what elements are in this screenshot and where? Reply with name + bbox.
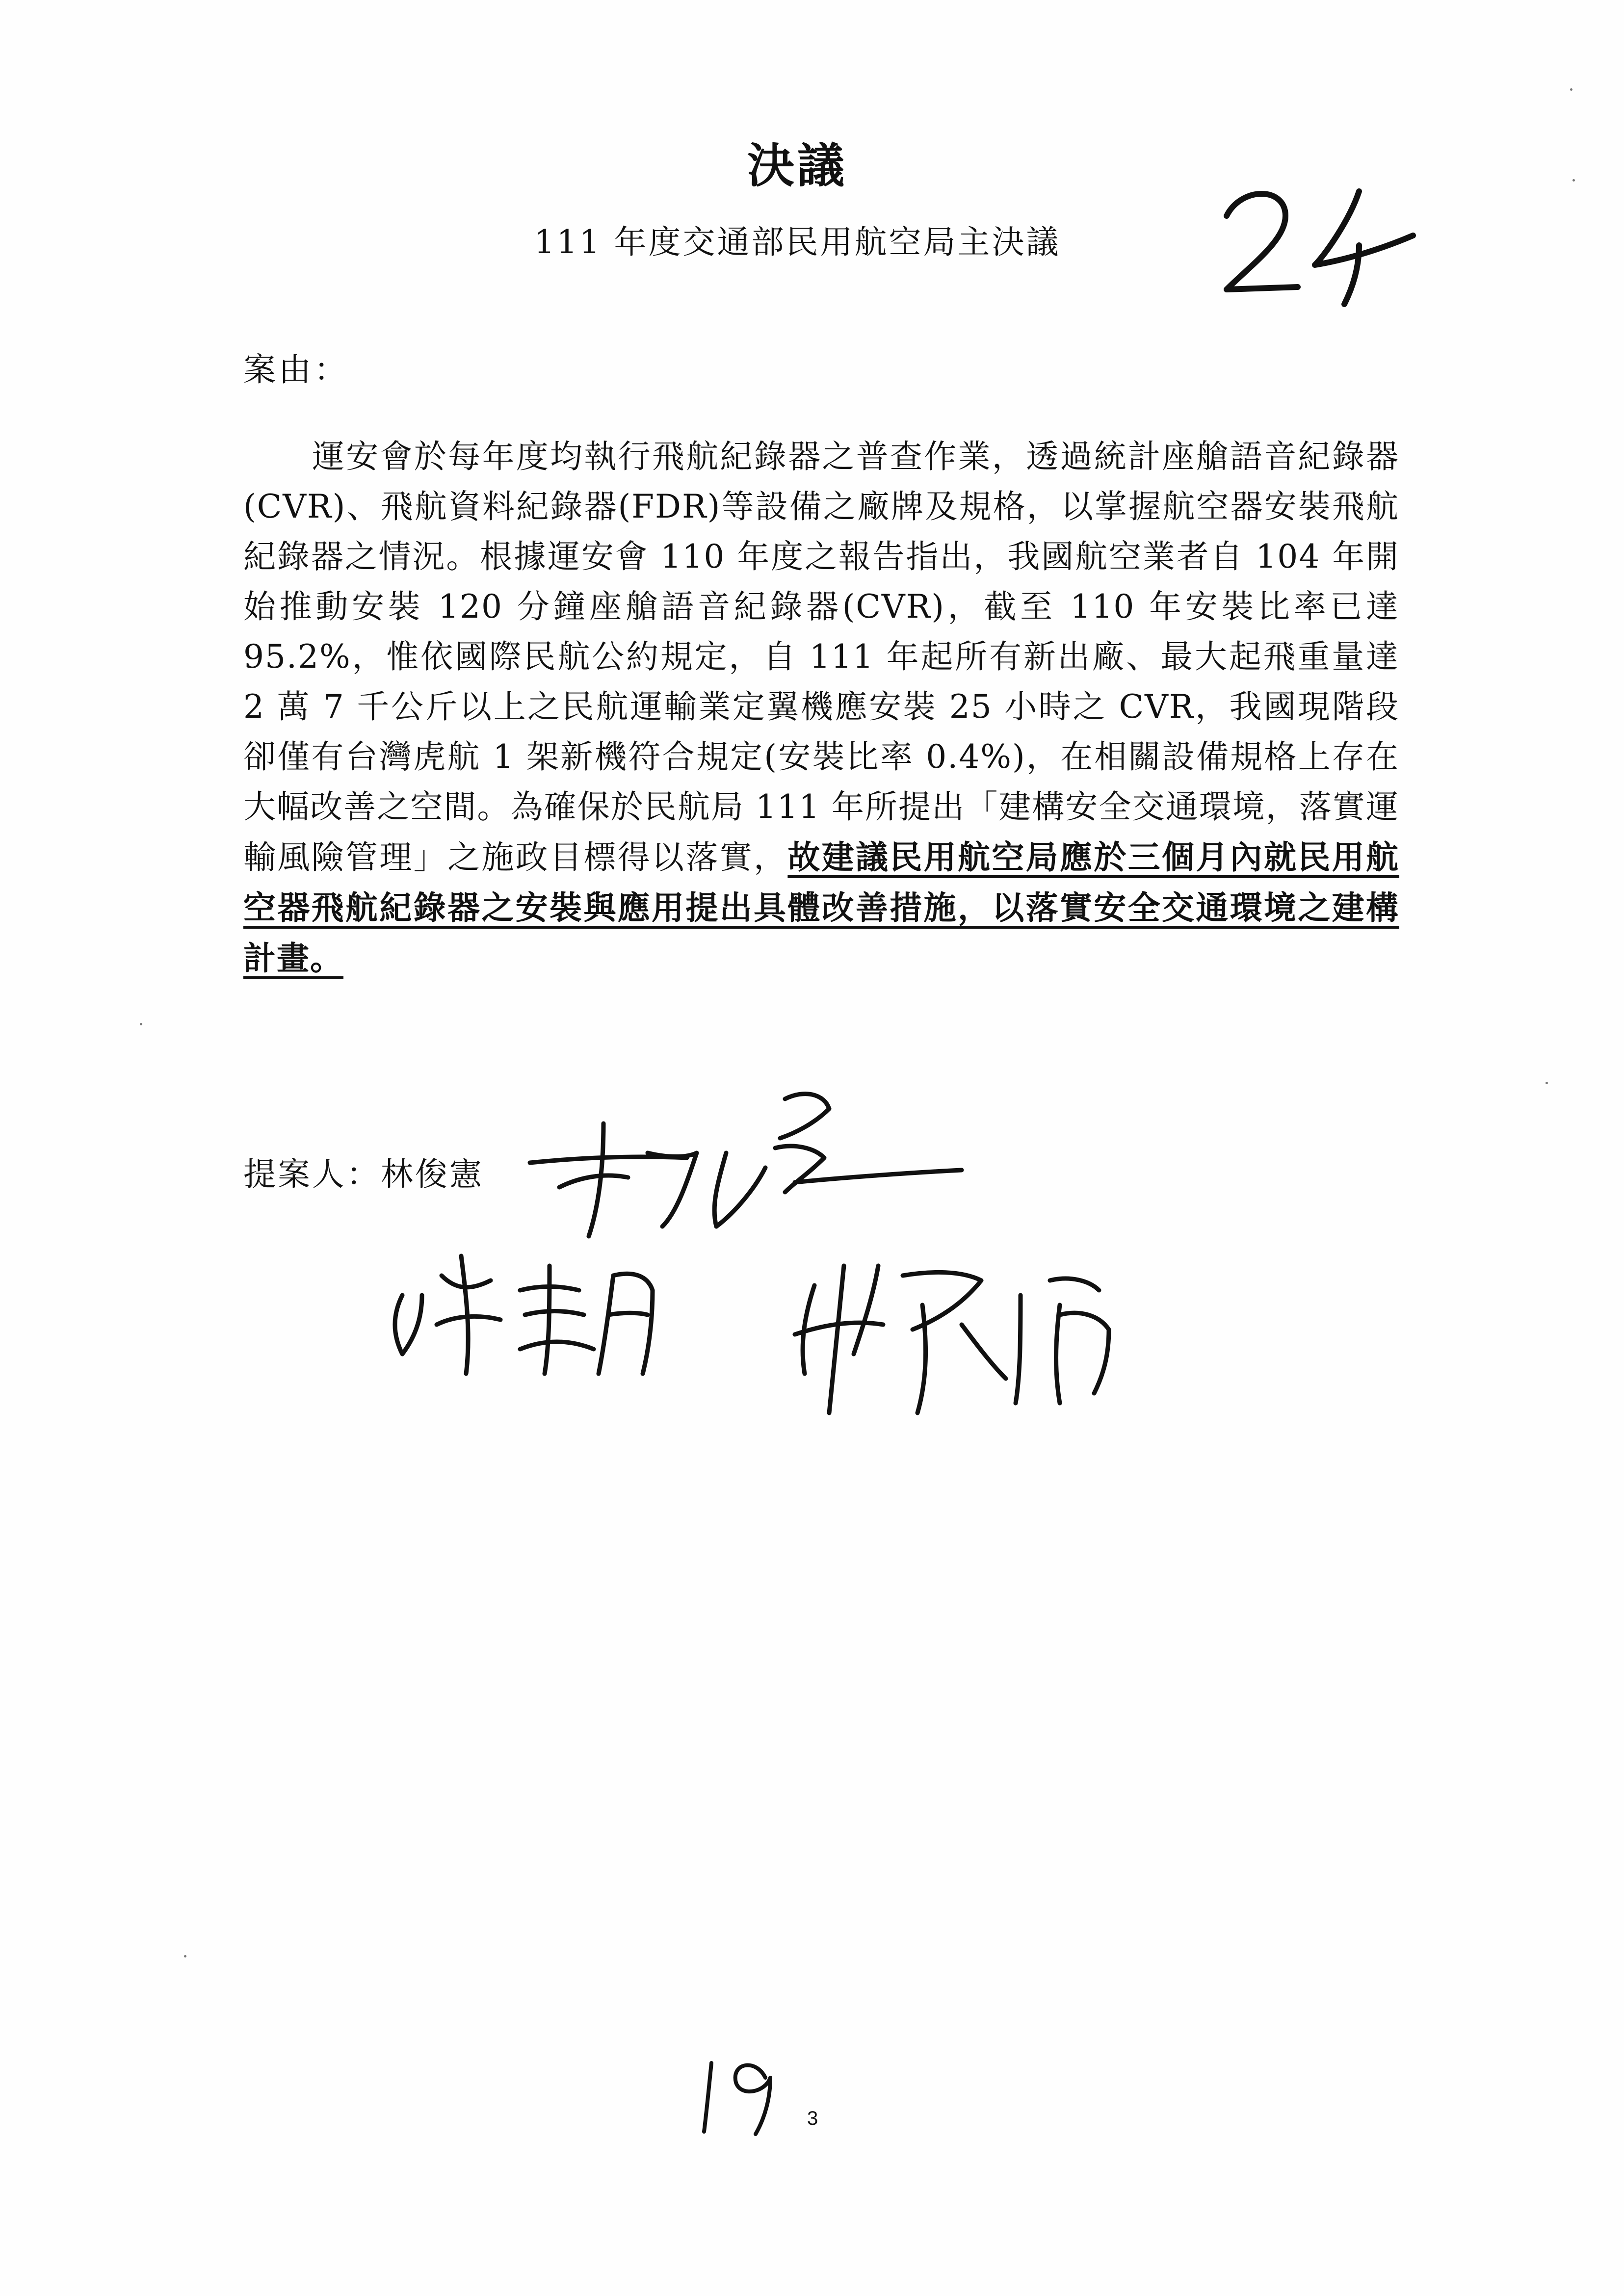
proposer-label: 提案人：林俊憲 [243, 1155, 484, 1193]
body-paragraph [243, 432, 1399, 984]
page-number: 3 [807, 2108, 818, 2129]
scan-speck [1572, 179, 1575, 182]
handwritten-page-number [697, 2053, 790, 2137]
section-label: 案由： [243, 351, 349, 389]
scan-speck [1545, 1082, 1548, 1084]
document-title: 決議 [747, 138, 847, 193]
scan-speck [140, 1023, 142, 1025]
handwritten-signatures [373, 1060, 1236, 1433]
body-plain-text: 運安會於每年度均執行飛航紀錄器之普查作業，透過統計座艙語音紀錄器(CVR)、飛航資料紀錄器(FDR)等設備之廠牌及規格，以掌握航空器安裝飛航紀錄器之情況。根據運安會 110 年度之報告指出，我國航空業者自 104 年開始推動安裝 120 分鐘座艙語音紀錄器(CVR)，截至 110 年安裝比率已達 95.2%，惟依國際民航公約規定，自 111 年起所有新出廠、最大起飛重量達 2 萬 7 千公斤以上之民航運輸業定翼機應安裝 25 小時之 CVR，我國現階段卻僅有台灣虎航 1 架新機符合規定(安裝比率 0.4%)，在相關設備規格上存在大幅改善之空間。為確保於民航局 111 年所提出「建構安全交通環境，落實運輸風險管理」之施政目標得以落實， [243, 438, 1399, 876]
scan-speck [184, 1955, 186, 1957]
handwritten-number [1212, 182, 1418, 309]
scan-speck [1570, 88, 1572, 91]
document-subtitle: 111 年度交通部民用航空局主決議 [534, 223, 1061, 261]
body-emphasis-text: 故建議民用航空局應於三個月內就民用航空器飛航紀錄器之安裝與應用提出具體改善措施，以落實安全交通環境之建構計畫。 [243, 838, 1400, 977]
